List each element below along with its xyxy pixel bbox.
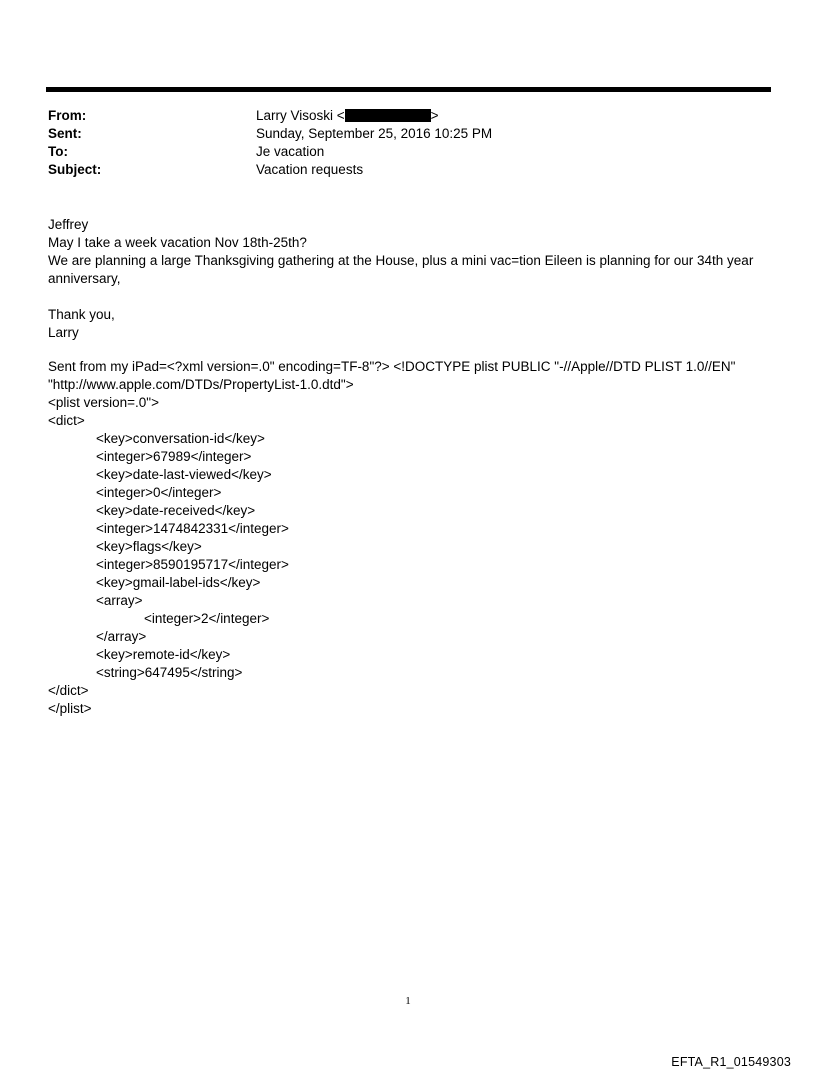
plist-line: <array> [96, 593, 143, 608]
from-label: From: [48, 108, 87, 123]
plist-line: <string>647495</string> [96, 665, 243, 680]
subject-row [48, 161, 768, 179]
plist-line: <key>date-last-viewed</key> [96, 467, 272, 482]
plist-line: <key>conversation-id</key> [96, 431, 265, 446]
plist-line: </dict> [48, 683, 89, 698]
from-row [48, 107, 768, 125]
plist-content [48, 358, 768, 718]
plist-line: <key>flags</key> [96, 539, 202, 554]
plist-line: <key>gmail-label-ids</key> [96, 575, 261, 590]
bates-number: EFTA_R1_01549303 [671, 1055, 791, 1069]
plist-line: </plist> [48, 701, 92, 716]
email-body [48, 216, 768, 342]
plist-line: <key>remote-id</key> [96, 647, 231, 662]
to-value: Je vacation [256, 144, 325, 159]
plist-line: <integer>0</integer> [96, 485, 222, 500]
plist-line: Sent from my iPad=<?xml version=.0" encoding=TF-8"?> <!DOCTYPE plist PUBLIC "-//Apple//DTD PLIST 1.0//EN" [48, 359, 736, 374]
to-row [48, 143, 768, 161]
plist-line: "http://www.apple.com/DTDs/PropertyList-1.0.dtd"> [48, 377, 354, 392]
plist-line: <plist version=.0"> [48, 395, 159, 410]
plist-line: <integer>1474842331</integer> [96, 521, 289, 536]
plist-line: <dict> [48, 413, 85, 428]
page-number: 1 [405, 995, 411, 1007]
spacer [48, 288, 768, 306]
header-divider [46, 87, 771, 92]
to-label: To: [48, 144, 68, 159]
subject-value: Vacation requests [256, 162, 364, 177]
plist-line: <key>date-received</key> [96, 503, 256, 518]
body-line: We are planning a large Thanksgiving gathering at the House, plus a mini vac=tion Eileen is planning for our 34th year anniversary, [48, 253, 758, 286]
from-close: > [430, 108, 439, 123]
plist-line: <integer>2</integer> [144, 611, 270, 626]
sent-label: Sent: [48, 126, 82, 141]
plist-line: </array> [96, 629, 147, 644]
plist-line: <integer>8590195717</integer> [96, 557, 289, 572]
greeting: Jeffrey [48, 217, 89, 232]
signature: Larry [48, 325, 79, 340]
sent-row [48, 125, 768, 143]
body-line: May I take a week vacation Nov 18th-25th? [48, 235, 307, 250]
email-header [48, 107, 768, 179]
closing: Thank you, [48, 307, 115, 322]
from-value [256, 107, 439, 125]
subject-label: Subject: [48, 162, 102, 177]
redaction-bar [345, 109, 431, 122]
plist-line: <integer>67989</integer> [96, 449, 252, 464]
from-name: Larry Visoski < [256, 108, 345, 123]
sent-value: Sunday, September 25, 2016 10:25 PM [256, 126, 493, 141]
